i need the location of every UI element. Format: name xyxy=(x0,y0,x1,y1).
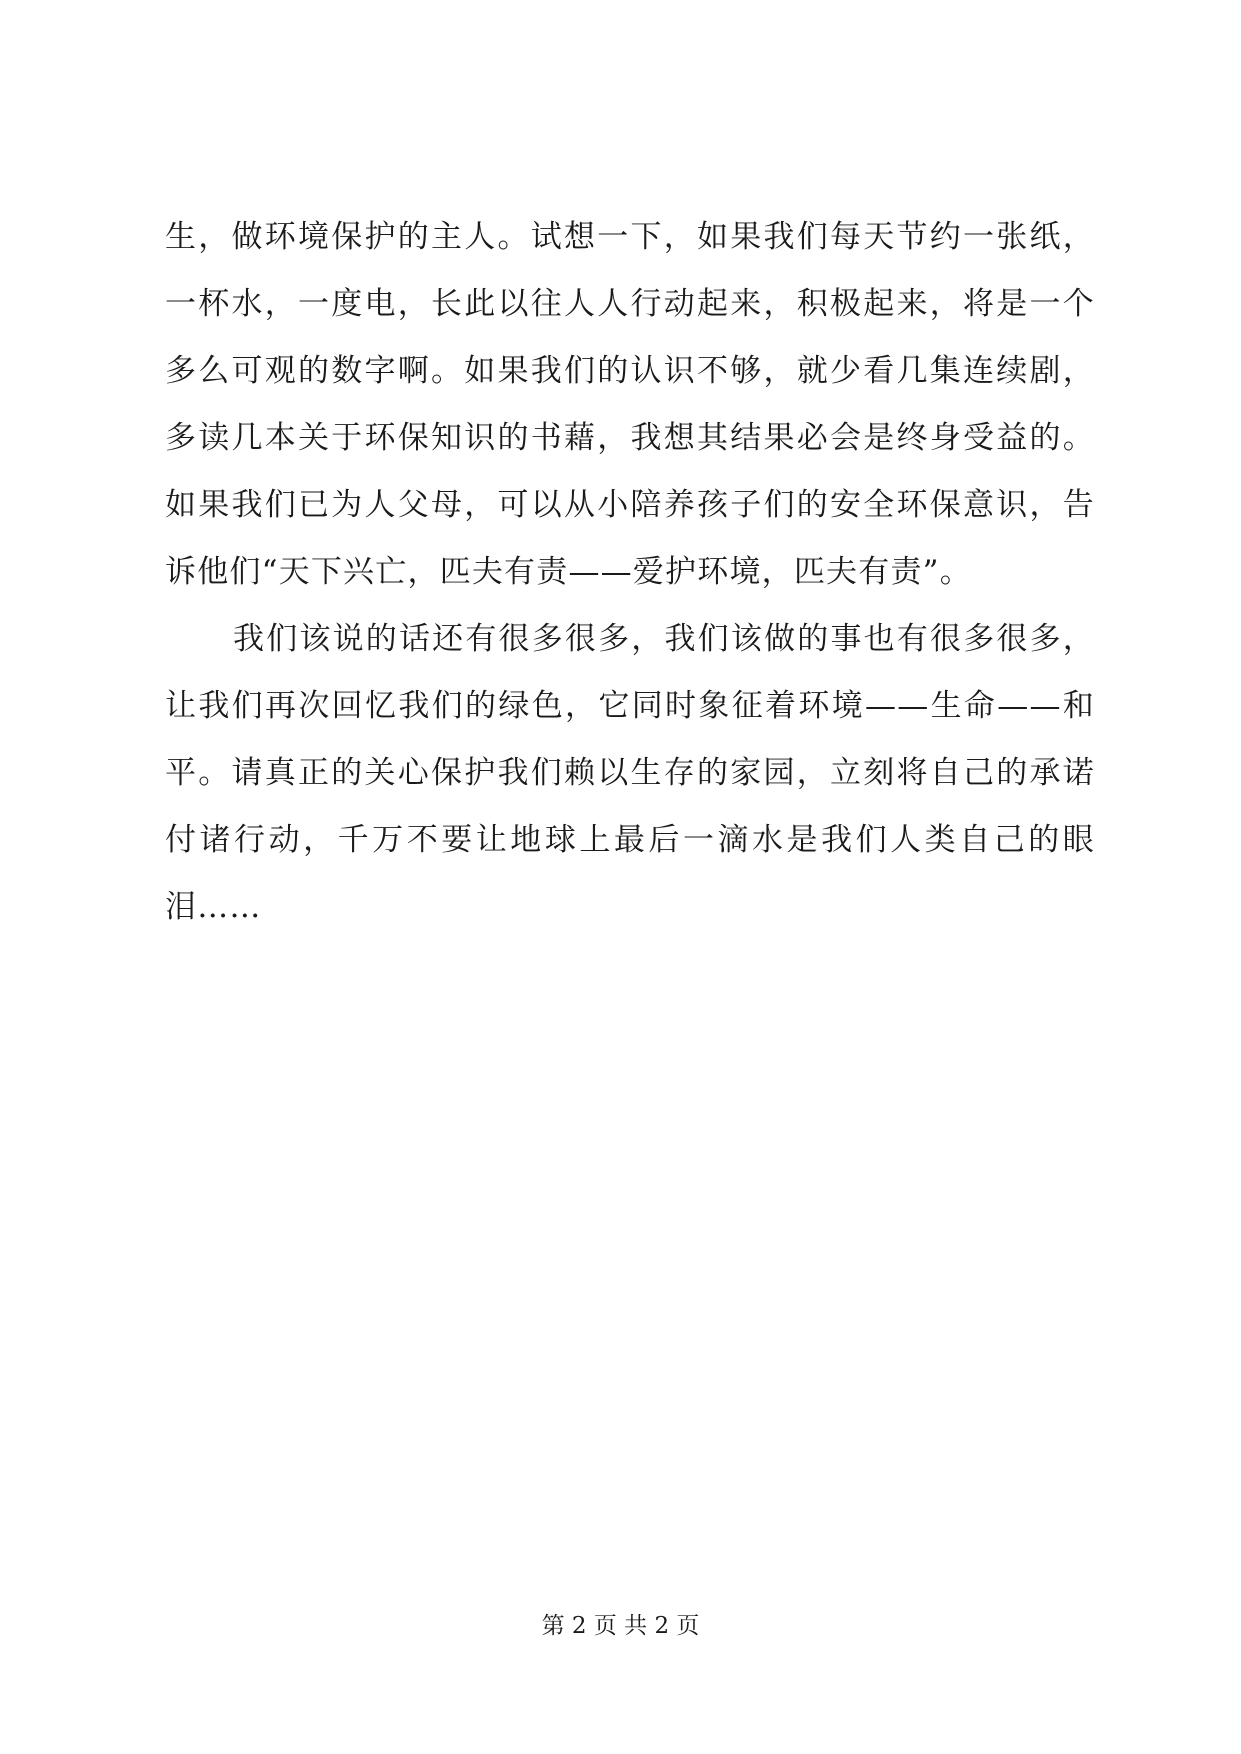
text-line: 多么可观的数字啊。如果我们的认识不够，就少看几集连续剧， xyxy=(165,353,1095,389)
text-line: 让我们再次回忆我们的绿色，它同时象征着环境——生命——和 xyxy=(165,688,1095,724)
text-line: 付诸行动，千万不要让地球上最后一滴水是我们人类自己的眼 xyxy=(165,822,1095,858)
text-line: 生，做环境保护的主人。试想一下，如果我们每天节约一张纸， xyxy=(165,219,1095,255)
text-line: 平。请真正的关心保护我们赖以生存的家园，立刻将自己的承诺 xyxy=(165,755,1095,791)
page-footer xyxy=(0,1611,1241,1641)
text-line: 诉他们“天下兴亡，匹夫有责——爱护环境，匹夫有责”。 xyxy=(165,554,972,590)
text-line: 一杯水，一度电，长此以往人人行动起来，积极起来，将是一个 xyxy=(165,286,1095,322)
page-number: 第 2 页 共 2 页 xyxy=(541,1613,700,1639)
text-line: 泪…… xyxy=(165,889,262,925)
text-line: 多读几本关于环保知识的书藉，我想其结果必会是终身受益的。 xyxy=(165,420,1095,456)
paragraph-first-line: 我们该说的话还有很多很多，我们该做的事也有很多很多， xyxy=(233,621,1095,657)
text-line: 如果我们已为人父母，可以从小陪养孩子们的安全环保意识，告 xyxy=(165,487,1095,523)
document-body xyxy=(165,204,1095,941)
